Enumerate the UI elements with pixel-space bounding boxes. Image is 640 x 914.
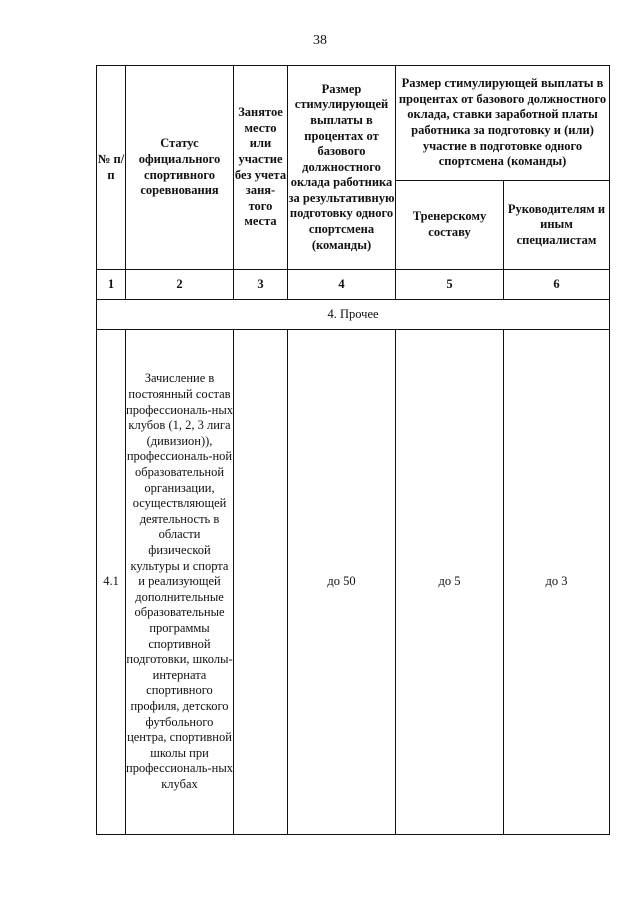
section-title: 4. Прочее: [97, 300, 610, 330]
row-coach: до 5: [396, 330, 504, 835]
row-managers: до 3: [504, 330, 610, 835]
header-size-result: Размер стимулирующей выплаты в процентах от базового должностного оклада работника за результативную подготовку одного спортсмена (команды): [288, 66, 396, 270]
header-size-group: Размер стимулирующей выплаты в процентах от базового должностного оклада, ставки заработной платы работника за подготовку и (или) участие в подготовке одного спортсмена (команды): [396, 66, 610, 181]
column-number: 6: [504, 270, 610, 300]
row-number: 4.1: [97, 330, 126, 835]
header-place: Занятое место или участие без учета заня-того места: [234, 66, 288, 270]
column-number: 2: [126, 270, 234, 300]
table-row: [97, 330, 610, 835]
stimulus-table: [96, 65, 610, 835]
header-row: [97, 66, 610, 181]
header-managers: Руководителям и иным специалистам: [504, 181, 610, 270]
column-number: 5: [396, 270, 504, 300]
section-row: [97, 300, 610, 330]
row-status: Зачисление в постоянный состав профессиональ-ных клубов (1, 2, 3 лига (дивизион)), профессиональ-ной образовательной организации, осуществляющей деятельность в области физической культуры и спорта и реализующей дополнительные образовательные программы спортивной подготовки, школы-интерната спортивного профиля, детского футбольного центра, спортивной школы при профессиональ-ных клубах: [126, 330, 234, 835]
header-coach: Тренерскому составу: [396, 181, 504, 270]
page-number: 38: [313, 33, 327, 48]
column-number: 1: [97, 270, 126, 300]
row-result: до 50: [288, 330, 396, 835]
header-num: № п/п: [97, 66, 126, 270]
column-number: 4: [288, 270, 396, 300]
row-place: [234, 330, 288, 835]
column-number: 3: [234, 270, 288, 300]
header-status: Статус официального спортивного соревнования: [126, 66, 234, 270]
column-numbers-row: [97, 270, 610, 300]
